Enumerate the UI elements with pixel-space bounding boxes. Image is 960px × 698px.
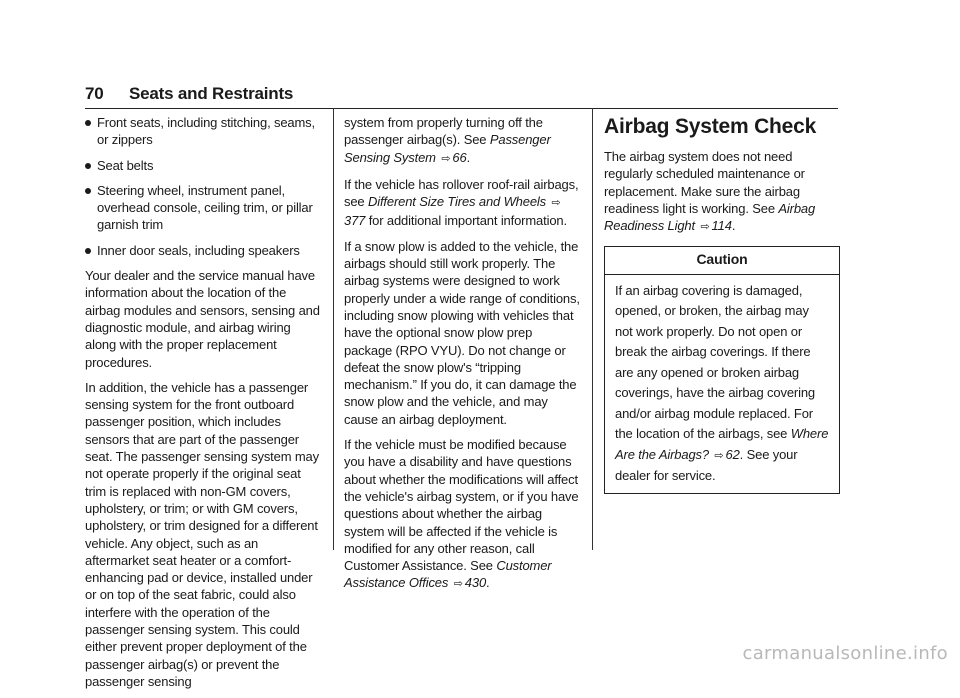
paragraph-system-check: The airbag system does not need regularly scheduled maintenance or replacement. Make sure the airbag readiness light is working. See Airbag Readiness Light ⇨ 114. [604, 148, 840, 236]
column-1 [85, 114, 323, 698]
bullet-icon [85, 120, 91, 126]
column-divider-2 [592, 108, 593, 550]
page-ref-arrow-icon: ⇨ [700, 221, 710, 234]
list-item: Inner door seals, including speakers [85, 242, 323, 259]
paragraph-dealer-info: Your dealer and the service manual have information about the location of the airbag modules and sensors, sensing and diagnostic module, and airbag wiring along with the proper replacement procedures. [85, 268, 320, 370]
section-title: Seats and Restraints [129, 84, 294, 103]
bullet-icon [85, 188, 91, 194]
xref-link-readiness-light[interactable]: Airbag Readiness Light [604, 200, 816, 234]
page-header [85, 84, 838, 109]
page-ref-arrow-icon: ⇨ [441, 152, 451, 165]
watermark: carmanualsonline.info [742, 643, 948, 664]
caution-title: Caution [605, 247, 839, 274]
paragraph-passenger-sensing: In addition, the vehicle has a passenger sensing system for the front outboard passenger position, which includes sensors that are part of the passenger seat. The passenger sensing system may not operate properly if the original seat trim is replaced with non-GM covers, upholstery, or trim; or with GM covers, upholstery, or trim designed for a different vehicle. Any object, such as an aftermarket seat heater or a comfort-enhancing pad or device, installed under or on top of the seat fabric, could also interfere with the operation of the passenger sensing system. This could either prevent proper deployment of the passenger airbag(s) or prevent the passenger sensing [85, 379, 319, 689]
xref-page[interactable]: 114 [711, 218, 732, 234]
xref-link-tires-wheels[interactable]: Different Size Tires and Wheels [367, 194, 547, 210]
xref-page[interactable]: 377 [344, 213, 366, 229]
bullet-icon [85, 248, 91, 254]
xref-page[interactable]: 66 [452, 149, 467, 165]
paragraph-rollover: If the vehicle has rollover roof-rail airbags, see Different Size Tires and Wheels ⇨377 for additional important information. [344, 176, 579, 229]
column-divider-1 [333, 108, 334, 550]
xref-link-where-airbags[interactable]: Where Are the Airbags? [615, 426, 829, 462]
column-2 [344, 114, 582, 602]
list-item: Steering wheel, instrument panel, overhead console, ceiling trim, or pillar garnish trim [85, 182, 323, 234]
list-item: Front seats, including stitching, seams, or zippers [85, 114, 323, 149]
bullet-list [85, 114, 323, 259]
paragraph-sensing-ref: system from properly turning off the passenger airbag(s). See Passenger Sensing System ⇨ 66. [344, 114, 582, 168]
page-ref-arrow-icon: ⇨ [714, 449, 724, 462]
xref-page[interactable]: 430 [464, 575, 487, 591]
column-3 [604, 114, 840, 494]
xref-link-passenger-sensing[interactable]: Passenger Sensing System [344, 132, 551, 165]
page-number: 70 [85, 84, 104, 103]
section-heading: Airbag System Check [604, 115, 817, 138]
page-ref-arrow-icon: ⇨ [551, 197, 561, 210]
caution-text: If an airbag covering is damaged, opened, or broken, the airbag may not work properly. Do not open or break the airbag coverings. If there are any opened or broken airbag coverings, have the airbag covering and/or airbag module replaced. For the location of the airbags, see Where Are the Airbags? ⇨ 62. See your dealer for service. [615, 282, 829, 484]
paragraph-snow-plow: If a snow plow is added to the vehicle, the airbags should still work properly. The airbag systems were designed to work properly under a wide range of conditions, including snow plowing with vehicles that have the optional snow plow prep package (RPO VYU). Do not change or defeat the snow plow's “tripping mechanism.” If you do, it can damage the snow plow and the vehicle, and may cause an airbag deployment. [344, 238, 580, 427]
page-ref-arrow-icon: ⇨ [453, 578, 463, 591]
xref-link-customer-assistance[interactable]: Customer Assistance Offices [344, 558, 552, 591]
xref-page[interactable]: 62 [725, 446, 740, 462]
paragraph-modifications: If the vehicle must be modified because you have a disability and have questions about whether the modifications will affect the vehicle's airbag system, or if you have questions about whether the airbag system will be affected if the vehicle is modified for any other reason, call Customer Assistance. See Customer Assistance Offices ⇨ 430. [344, 436, 582, 594]
bullet-icon [85, 163, 91, 169]
list-item: Seat belts [85, 157, 323, 174]
caution-box [604, 246, 840, 493]
